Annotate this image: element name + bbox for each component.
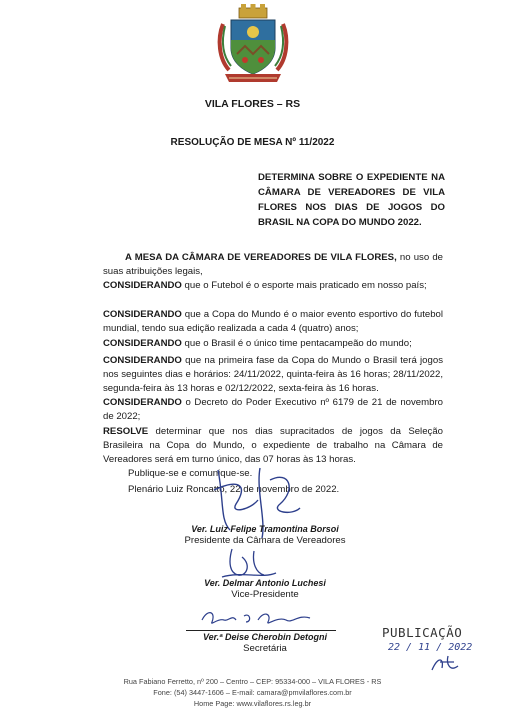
considerando-1	[103, 279, 443, 293]
resolution-summary: DETERMINA SOBRE O EXPEDIENTE NA CÂMARA DE VEREADORES DE VILA FLORES NOS DIAS DE JOGOS DO BRASIL NA COPA DO MUNDO 2022.	[258, 172, 445, 228]
stamp-initials-scribble	[428, 654, 462, 674]
paragraph-text: que a Copa do Mundo é o maior evento esportivo do futebol mundial, tendo sua edição realizada a cada 4 (quatro) anos;	[103, 309, 443, 334]
signature-line	[186, 630, 336, 631]
signature-name: Ver.ª Deise Cherobin Detogni	[202, 632, 328, 642]
signature-role: Presidente da Câmara de Vereadores	[184, 535, 346, 546]
paragraph-text: determinar que nos dias supracitados de jogos da Seleção Brasileira na Copa do Mundo, o expediente de trabalho na Câmara de Vereadores será em turno único, das 07 horas às 13 horas.	[103, 426, 443, 465]
publication-stamp-date: 22 / 11 / 2022	[388, 642, 473, 653]
municipal-coat-of-arms	[215, 4, 291, 86]
paragraph-lead: CONSIDERANDO	[103, 355, 182, 366]
secretary-signature-scribble	[198, 606, 318, 630]
paragraph-lead: CONSIDERANDO	[103, 338, 182, 349]
signature-role: Secretária	[243, 643, 287, 654]
paragraph-lead: A MESA DA CÂMARA DE VEREADORES DE VILA FLORES,	[125, 252, 397, 263]
footer-homepage: Home Page: www.vilaflores.rs.leg.br	[193, 699, 312, 708]
footer-contact: Fone: (54) 3447-1606 – E-mail: camara@pmvilaflores.com.br	[153, 688, 352, 697]
signature-name: Ver. Luiz Felipe Tramontina Borsoi	[191, 524, 339, 534]
signature-name: Ver. Delmar Antonio Luchesi	[204, 578, 326, 588]
publish-notice: Publique-se e comunique-se.	[128, 468, 253, 479]
paragraph-lead: CONSIDERANDO	[103, 397, 182, 408]
considerando-5	[103, 396, 443, 424]
paragraph-lead: RESOLVE	[103, 426, 149, 437]
paragraph-text: o Decreto do Poder Executivo nº 6179 de 21 de novembro de 2022;	[103, 397, 443, 422]
paragraph-text: que o Brasil é o único time pentacampeão do mundo;	[181, 338, 412, 349]
publication-stamp: PUBLICAÇÃO	[382, 625, 463, 640]
preamble-paragraph	[103, 251, 443, 279]
place-and-date: Plenário Luiz Roncatto, 22 de novembro de 2022.	[128, 484, 340, 495]
considerando-4	[103, 354, 443, 396]
considerando-2	[103, 308, 443, 336]
resolution-title: RESOLUÇÃO DE MESA Nº 11/2022	[170, 137, 335, 148]
paragraph-text: que na primeira fase da Copa do Mundo o Brasil terá jogos nos seguintes dias e horários: 24/11/2022, quinta-feira às 16 horas; 28/11/2022, segunda-feira às 13 horas e 02/12/2022, sexta-feira às 16 horas.	[103, 355, 443, 394]
paragraph-text: no uso de suas atribuições legais,	[103, 252, 443, 277]
paragraph-lead: CONSIDERANDO	[103, 280, 182, 291]
paragraph-lead: CONSIDERANDO	[103, 309, 182, 320]
signature-role: Vice-Presidente	[231, 589, 299, 600]
considerando-3	[103, 337, 443, 351]
vice-president-signature-scribble	[212, 545, 282, 581]
city-heading: VILA FLORES – RS	[204, 98, 301, 110]
footer-address: Rua Fabiano Ferretto, nº 200 – Centro – CEP: 95334-000 – VILA FLORES - RS	[123, 677, 382, 686]
paragraph-text: que o Futebol é o esporte mais praticado em nosso país;	[181, 280, 427, 291]
